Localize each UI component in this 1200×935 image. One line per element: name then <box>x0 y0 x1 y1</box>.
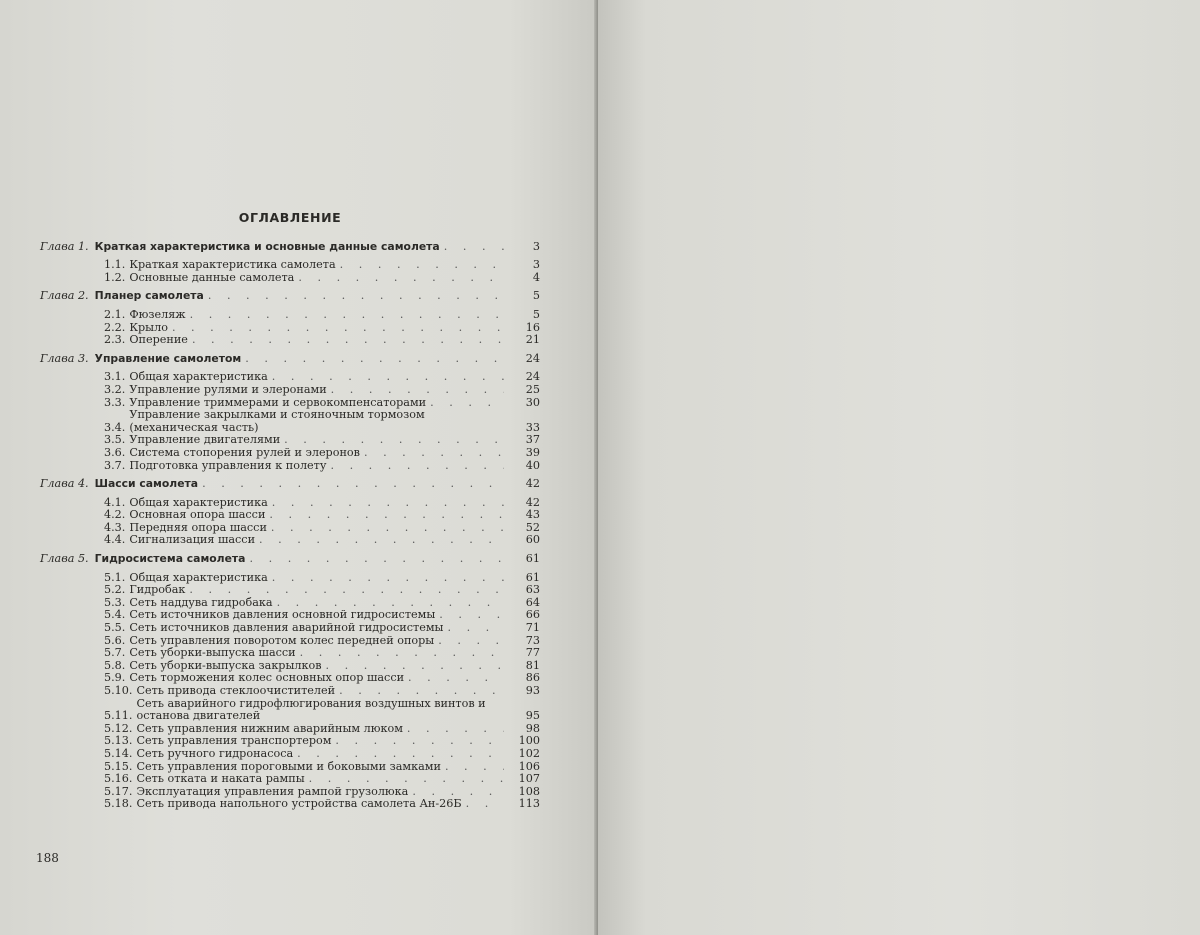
section-page: 93 <box>525 684 540 697</box>
section-page: 63 <box>525 583 540 597</box>
chapter-entry <box>40 553 540 566</box>
dot-leader <box>339 685 504 698</box>
section-page: 100 <box>518 734 540 748</box>
section-page: 30 <box>525 395 540 409</box>
dot-leader <box>445 761 504 774</box>
section-number: 3.4. <box>104 420 126 434</box>
section-title: Сеть управления транспортером <box>136 734 332 748</box>
section-page: 4 <box>532 270 540 284</box>
section-entry <box>40 534 540 547</box>
right-page <box>598 0 1200 935</box>
section-entry <box>40 384 540 397</box>
section-title: Сеть источников давления основной гидросистемы <box>129 608 436 622</box>
dot-leader <box>438 635 504 648</box>
dot-leader <box>272 497 504 510</box>
section-entry <box>40 334 540 347</box>
dot-leader <box>208 290 504 303</box>
section-title: Сеть уборки-выпуска шасси <box>129 646 296 660</box>
section-title: Передняя опора шасси <box>129 520 267 534</box>
section-title: Управление триммерами и сервокомпенсаторами <box>129 395 427 409</box>
section-number: 5.3. <box>104 595 126 609</box>
section-entry <box>40 309 540 322</box>
chapter-label: Глава 5. <box>40 552 89 566</box>
chapter-entry <box>40 353 540 366</box>
chapter-label: Глава 3. <box>40 351 89 365</box>
section-page: 102 <box>518 746 540 760</box>
section-page: 73 <box>525 633 540 647</box>
section-title: Сеть уборки-выпуска закрылков <box>129 658 322 672</box>
chapter-title: Гидросистема самолета <box>94 552 246 566</box>
section-title: Сеть наддува гидробака <box>129 595 273 609</box>
section-title: Сигнализация шасси <box>129 533 256 547</box>
dot-leader <box>331 384 504 397</box>
chapter-list <box>40 241 540 811</box>
section-title: Сеть привода напольного устройства самолета Ан-26Б <box>136 797 462 811</box>
section-title: Управление закрылками и стояночным тормозом (механическая часть) <box>129 408 425 434</box>
section-page: 24 <box>525 370 540 384</box>
chapter-label: Глава 2. <box>40 289 89 303</box>
section-number: 4.1. <box>104 495 126 509</box>
dot-leader <box>447 622 504 635</box>
chapter-page: 24 <box>525 351 540 365</box>
section-number: 5.15. <box>104 759 133 773</box>
section-number: 2.1. <box>104 307 126 321</box>
section-number: 3.5. <box>104 433 126 447</box>
chapter-title: Шасси самолета <box>94 477 199 491</box>
section-number: 5.5. <box>104 621 126 635</box>
section-entry <box>40 259 540 272</box>
section-title: Сеть управления нижним аварийным люком <box>136 721 403 735</box>
dot-leader <box>330 460 504 473</box>
section-title: Основные данные самолета <box>129 270 295 284</box>
dot-leader <box>335 735 504 748</box>
section-page: 106 <box>518 759 540 773</box>
section-page: 37 <box>525 433 540 447</box>
section-entry <box>40 622 540 635</box>
section-number: 5.13. <box>104 734 133 748</box>
section-title: Общая характеристика <box>129 495 268 509</box>
section-page: 66 <box>525 608 540 622</box>
section-list <box>40 259 540 284</box>
chapter-label: Глава 4. <box>40 477 89 491</box>
section-page: 95 <box>525 709 540 723</box>
dot-leader <box>444 241 504 254</box>
section-number: 5.4. <box>104 608 126 622</box>
dot-leader <box>189 584 504 597</box>
section-number: 2.3. <box>104 333 126 347</box>
dot-leader <box>439 609 504 622</box>
dot-leader <box>298 272 504 285</box>
section-title: Управление двигателями <box>129 433 281 447</box>
chapter-entry <box>40 478 540 491</box>
section-entry <box>40 584 540 597</box>
section-title: Оперение <box>129 333 188 347</box>
dot-leader <box>245 353 504 366</box>
section-title: Общая характеристика <box>129 370 268 384</box>
dot-leader <box>408 672 504 685</box>
section-list <box>40 497 540 547</box>
section-number: 4.4. <box>104 533 126 547</box>
section-entry <box>40 460 540 473</box>
section-page: 52 <box>525 520 540 534</box>
section-number: 5.8. <box>104 658 126 672</box>
section-entry <box>40 798 540 811</box>
dot-leader <box>364 447 504 460</box>
chapter-page: 5 <box>532 289 540 303</box>
section-page: 64 <box>525 595 540 609</box>
dot-leader <box>340 259 504 272</box>
section-page: 3 <box>532 258 540 272</box>
section-number: 4.2. <box>104 508 126 522</box>
section-number: 5.17. <box>104 784 133 798</box>
section-title: Сеть аварийного гидрофлюгирования воздушных винтов и останова двигателей <box>136 696 486 723</box>
section-entry <box>40 447 540 460</box>
section-page: 21 <box>525 333 540 347</box>
section-number: 5.11. <box>104 709 133 723</box>
section-number: 5.18. <box>104 797 133 811</box>
section-page: 43 <box>525 508 540 522</box>
chapter-page: 42 <box>525 477 540 491</box>
section-number: 3.2. <box>104 382 126 396</box>
section-list <box>40 309 540 347</box>
section-number: 5.1. <box>104 570 126 584</box>
section-title: Сеть управления поворотом колес передней опоры <box>129 633 435 647</box>
dot-leader <box>430 397 504 410</box>
section-entry <box>40 272 540 285</box>
section-number: 1.1. <box>104 258 126 272</box>
section-number: 3.3. <box>104 395 126 409</box>
chapter-title: Краткая характеристика и основные данные самолета <box>94 239 440 253</box>
section-title: Фюзеляж <box>129 307 186 321</box>
section-page: 39 <box>525 445 540 459</box>
toc-heading: ОГЛАВЛЕНИЕ <box>238 210 342 225</box>
section-page: 16 <box>525 320 540 334</box>
section-title: Крыло <box>129 320 168 334</box>
section-list <box>40 371 540 472</box>
section-title: Сеть ручного гидронасоса <box>136 746 294 760</box>
section-entry <box>40 773 540 786</box>
section-number: 5.16. <box>104 772 133 786</box>
chapter-title: Управление самолетом <box>94 351 242 365</box>
section-page: 71 <box>525 621 540 635</box>
section-entry <box>40 509 540 522</box>
section-list <box>40 572 540 811</box>
chapter-label: Глава 1. <box>40 239 89 253</box>
dot-leader <box>259 534 504 547</box>
section-page: 25 <box>525 382 540 396</box>
section-number: 1.2. <box>104 270 126 284</box>
chapter-page: 61 <box>525 552 540 566</box>
section-number: 5.12. <box>104 721 133 735</box>
section-number: 5.10. <box>104 684 133 697</box>
section-number: 5.9. <box>104 671 126 685</box>
section-page: 81 <box>525 658 540 672</box>
section-number: 4.3. <box>104 520 126 534</box>
chapter-page: 3 <box>532 239 540 253</box>
dot-leader <box>309 773 504 786</box>
section-page: 107 <box>518 772 540 786</box>
dot-leader <box>269 509 504 522</box>
section-page: 40 <box>525 458 540 472</box>
section-number: 3.6. <box>104 445 126 459</box>
section-title: Общая характеристика <box>129 570 268 584</box>
section-title: Сеть торможения колес основных опор шасси <box>129 671 405 685</box>
section-title: Подготовка управления к полету <box>129 458 327 472</box>
toc-left <box>40 212 540 817</box>
section-title: Сеть отката и наката рампы <box>136 772 305 786</box>
section-page: 33 <box>525 420 540 434</box>
section-page: 86 <box>525 671 540 685</box>
section-page: 61 <box>525 570 540 584</box>
chapter-entry <box>40 241 540 254</box>
section-title: Основная опора шасси <box>129 508 266 522</box>
dot-leader <box>202 478 504 491</box>
section-number: 5.2. <box>104 583 126 597</box>
section-page: 108 <box>518 784 540 798</box>
dot-leader <box>172 322 504 335</box>
dot-leader <box>249 553 504 566</box>
section-number: 5.14. <box>104 746 133 760</box>
dot-leader <box>407 723 504 736</box>
section-page: 5 <box>532 307 540 321</box>
section-title: Сеть привода стеклоочистителей <box>136 684 336 697</box>
left-page <box>0 0 598 935</box>
section-number: 3.7. <box>104 458 126 472</box>
section-title: Управление рулями и элеронами <box>129 382 327 396</box>
section-title: Сеть управления пороговыми и боковыми замками <box>136 759 441 773</box>
page-number: 188 <box>36 851 59 865</box>
section-page: 98 <box>525 721 540 735</box>
section-entry <box>40 647 540 660</box>
section-page: 113 <box>518 797 540 811</box>
section-number: 3.1. <box>104 370 126 384</box>
section-entry <box>40 685 540 698</box>
dot-leader <box>300 647 504 660</box>
dot-leader <box>190 309 504 322</box>
section-title: Эксплуатация управления рампой грузолюка <box>136 784 409 798</box>
section-entry <box>40 748 540 761</box>
section-page: 60 <box>525 533 540 547</box>
section-title: Сеть источников давления аварийной гидросистемы <box>129 621 444 635</box>
chapter-entry <box>40 290 540 303</box>
section-page: 77 <box>525 646 540 660</box>
section-page: 42 <box>525 495 540 509</box>
dot-leader <box>271 522 504 535</box>
dot-leader <box>297 748 504 761</box>
section-number: 5.7. <box>104 646 126 660</box>
section-number: 2.2. <box>104 320 126 334</box>
section-entry <box>40 409 540 434</box>
section-title: Гидробак <box>129 583 186 597</box>
chapter-title: Планер самолета <box>94 289 204 303</box>
section-title: Краткая характеристика самолета <box>129 258 336 272</box>
section-entry <box>40 698 540 723</box>
dot-leader <box>466 798 504 811</box>
dot-leader <box>272 572 504 585</box>
dot-leader <box>192 334 504 347</box>
section-title: Система стопорения рулей и элеронов <box>129 445 360 459</box>
section-number: 5.6. <box>104 633 126 647</box>
